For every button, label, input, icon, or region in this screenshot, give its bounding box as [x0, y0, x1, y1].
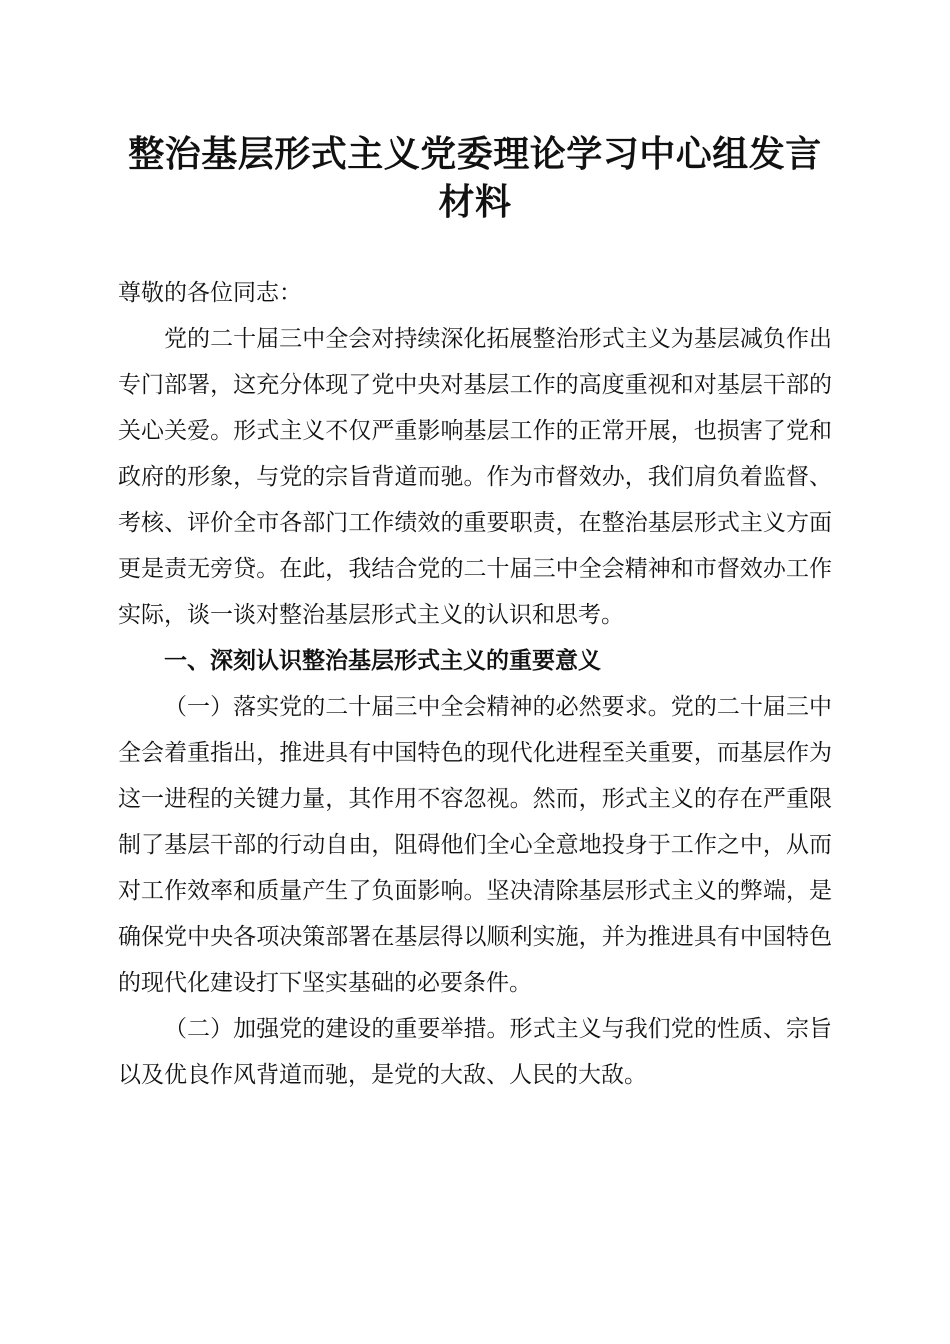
subsection-paragraph-1: （一）落实党的二十届三中全会精神的必然要求。党的二十届三中全会着重指出，推进具有中国特色的现代化进程至关重要，而基层作为这一进程的关键力量，其作用不容忽视。然而，形式主义的存在严重限制了基层干部的行动自由，阻碍他们全心全意地投身于工作之中，从而对工作效率和质量产生了负面影响。坚决清除基层形式主义的弊端，是确保党中央各项决策部署在基层得以顺利实施，并为推进具有中国特色的现代化建设打下坚实基础的必要条件。: [118, 694, 832, 996]
section-heading-1: 一、深刻认识整治基层形式主义的重要意义: [164, 648, 601, 674]
subsection-paragraph-2: （二）加强党的建设的重要举措。形式主义与我们党的性质、宗旨以及优良作风背道而驰，是党的大敌、人民的大敌。: [118, 1016, 832, 1088]
document-title: 整治基层形式主义党委理论学习中心组发言材料: [128, 133, 822, 223]
intro-paragraph: 党的二十届三中全会对持续深化拓展整治形式主义为基层减负作出专门部署，这充分体现了党中央对基层工作的高度重视和对基层干部的关心关爱。形式主义不仅严重影响基层工作的正常开展，也损害了党和政府的形象，与党的宗旨背道而驰。作为市督效办，我们肩负着监督、考核、评价全市各部门工作绩效的重要职责，在整治基层形式主义方面更是责无旁贷。在此，我结合党的二十届三中全会精神和市督效办工作实际，谈一谈对整治基层形式主义的认识和思考。: [118, 326, 832, 628]
document-page: [118, 130, 832, 1098]
salutation: 尊敬的各位同志：: [118, 280, 302, 306]
